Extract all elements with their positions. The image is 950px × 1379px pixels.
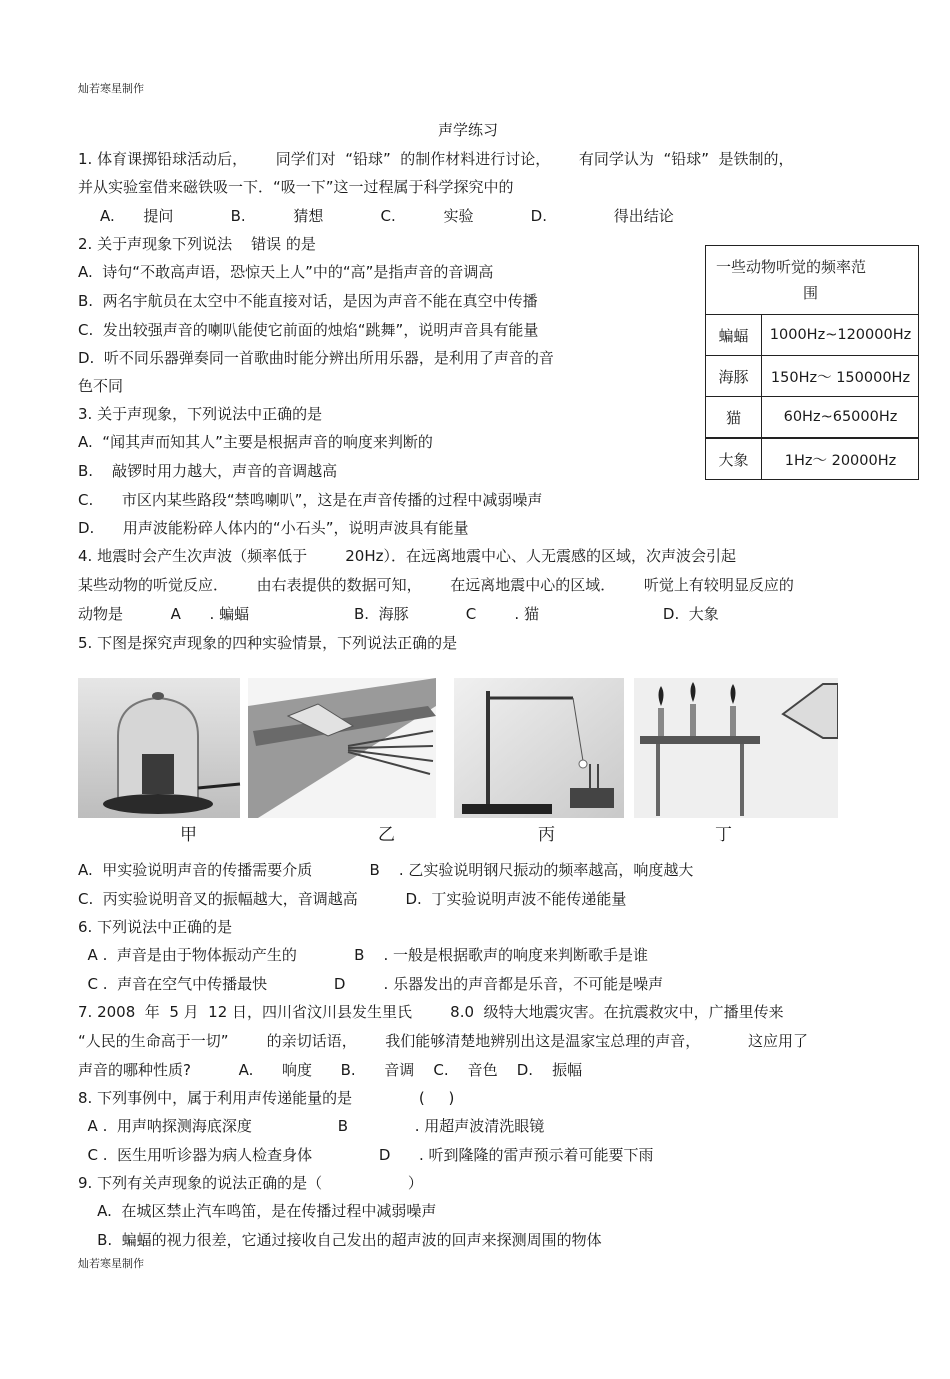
q5-stem: 5. 下图是探究声现象的四种实验情景，下列说法正确的是 bbox=[78, 634, 458, 652]
table-row bbox=[706, 356, 918, 397]
q5-options-cd: C. 丙实验说明音叉的振幅越大，音调越高 D. 丁实验说明声波不能传递能量 bbox=[78, 890, 627, 908]
ruler-photo bbox=[248, 678, 436, 818]
q9-option-a: A. 在城区禁止汽车鸣笛，是在传播过程中减弱噪声 bbox=[78, 1202, 437, 1220]
q8-stem: 8. 下列事例中，属于利用声传递能量的是 ( ) bbox=[78, 1089, 455, 1107]
table-row bbox=[706, 397, 918, 439]
footer-watermark: 灿若寒星制作 bbox=[78, 1257, 144, 1270]
q5-options-ab: A. 甲实验说明声音的传播需要介质 B . 乙实验说明钢尺振动的频率越高，响度越大 bbox=[78, 861, 694, 879]
q6-options-cd: C . 声音在空气中传播最快 D . 乐器发出的声音都是乐音，不可能是噪声 bbox=[78, 975, 664, 993]
q6-options-ab: A . 声音是由于物体振动产生的 B . 一般是根据歌声的响度来判断歌手是谁 bbox=[78, 946, 648, 964]
table-caption-line2: 围 bbox=[803, 284, 819, 302]
tuning-fork-photo bbox=[454, 678, 624, 818]
q7-line2: “人民的生命高于一切” 的亲切话语， 我们能够清楚地辨别出这是温家宝总理的声音， 这应用了 bbox=[78, 1032, 808, 1050]
q3-stem: 3. 关于声现象，下列说法中正确的是 bbox=[78, 405, 323, 423]
figure-label-jia: 甲 bbox=[180, 825, 197, 845]
animal-cell: 猫 bbox=[706, 397, 762, 437]
range-cell: 1000Hz~120000Hz bbox=[769, 327, 912, 343]
figure-label-bing: 丙 bbox=[538, 825, 555, 845]
animal-cell: 海豚 bbox=[706, 356, 762, 396]
animal-cell: 蝙蝠 bbox=[706, 315, 762, 355]
experiment-figure bbox=[78, 676, 838, 846]
q1-line1: 1. 体育课掷铅球活动后， 同学们对 “铅球” 的制作材料进行讨论， 有同学认为 “铅球” 是铁制的， bbox=[78, 150, 794, 168]
q9-stem: 9. 下列有关声现象的说法正确的是（ ） bbox=[78, 1174, 423, 1192]
table-caption-line1: 一些动物听觉的频率范 bbox=[716, 258, 867, 276]
header-watermark: 灿若寒星制作 bbox=[78, 82, 144, 95]
q7-line3: 声音的哪种性质? A. 响度 B. 音调 C. 音色 D. 振幅 bbox=[78, 1061, 583, 1079]
q2-option-d: D. 听不同乐器弹奏同一首歌曲时能分辨出所用乐器，是利用了声音的音 bbox=[78, 349, 554, 367]
q4-line2: 某些动物的听觉反应． 由右表提供的数据可知， 在远离地震中心的区域． 听觉上有较明显反应的 bbox=[78, 576, 794, 594]
q8-options-ab: A . 用声呐探测海底深度 B . 用超声波清洗眼镜 bbox=[78, 1117, 545, 1135]
q3-option-a: A. “闻其声而知其人”主要是根据声音的响度来判断的 bbox=[78, 433, 433, 451]
animal-cell: 大象 bbox=[706, 439, 762, 479]
table-row bbox=[706, 315, 918, 356]
figure-label-yi: 乙 bbox=[378, 825, 395, 845]
q4-line3: 动物是 A . 蝙蝠 B. 海豚 C . 猫 D. 大象 bbox=[78, 605, 719, 623]
range-cell: 1Hz～ 20000Hz bbox=[784, 452, 897, 469]
figure-label-ding: 丁 bbox=[715, 825, 732, 845]
hearing-frequency-table bbox=[705, 245, 919, 480]
range-cell: 60Hz~65000Hz bbox=[783, 409, 898, 425]
q8-options-cd: C . 医生用听诊器为病人检查身体 D . 听到隆隆的雷声预示着可能要下雨 bbox=[78, 1146, 654, 1164]
q9-option-b: B. 蝙蝠的视力很差，它通过接收自己发出的超声波的回声来探测周围的物体 bbox=[78, 1231, 602, 1249]
q1-line2: 并从实验室借来磁铁吸一下．“吸一下”这一过程属于科学探究中的 bbox=[78, 178, 514, 196]
q2-option-b: B. 两名宇航员在太空中不能直接对话，是因为声音不能在真空中传播 bbox=[78, 292, 538, 310]
q3-option-c: C. 市区内某些路段“禁鸣喇叭”，这是在声音传播的过程中减弱噪声 bbox=[78, 491, 543, 509]
q2-option-a: A. 诗句“不敢高声语，恐惊天上人”中的“高”是指声音的音调高 bbox=[78, 263, 494, 281]
q2-stem: 2. 关于声现象下列说法 错误 的是 bbox=[78, 235, 316, 253]
q6-stem: 6. 下列说法中正确的是 bbox=[78, 918, 233, 936]
table-row bbox=[706, 439, 918, 479]
q4-line1: 4. 地震时会产生次声波（频率低于 20Hz）．在远离地震中心、人无震感的区域，次声波会引起 bbox=[78, 547, 736, 565]
page-title: 声学练习 bbox=[438, 121, 499, 139]
q2-option-d-cont: 色不同 bbox=[78, 377, 124, 395]
range-cell: 150Hz～ 150000Hz bbox=[770, 369, 911, 386]
table-caption bbox=[706, 246, 918, 315]
q3-option-d: D. 用声波能粉碎人体内的“小石头”，说明声波具有能量 bbox=[78, 519, 469, 537]
q2-option-c: C. 发出较强声音的喇叭能使它前面的烛焰“跳舞”，说明声音具有能量 bbox=[78, 321, 539, 339]
candles-photo bbox=[634, 678, 838, 818]
bell-jar-photo bbox=[78, 678, 240, 818]
q3-option-b: B. 敲锣时用力越大，声音的音调越高 bbox=[78, 462, 338, 480]
q7-line1: 7. 2008 年 5 月 12 日，四川省汶川县发生里氏 8.0 级特大地震灾害。在抗震救灾中，广播里传来 bbox=[78, 1003, 784, 1021]
q1-options: A. 提问 B. 猜想 C. 实验 D. 得出结论 bbox=[100, 207, 674, 225]
